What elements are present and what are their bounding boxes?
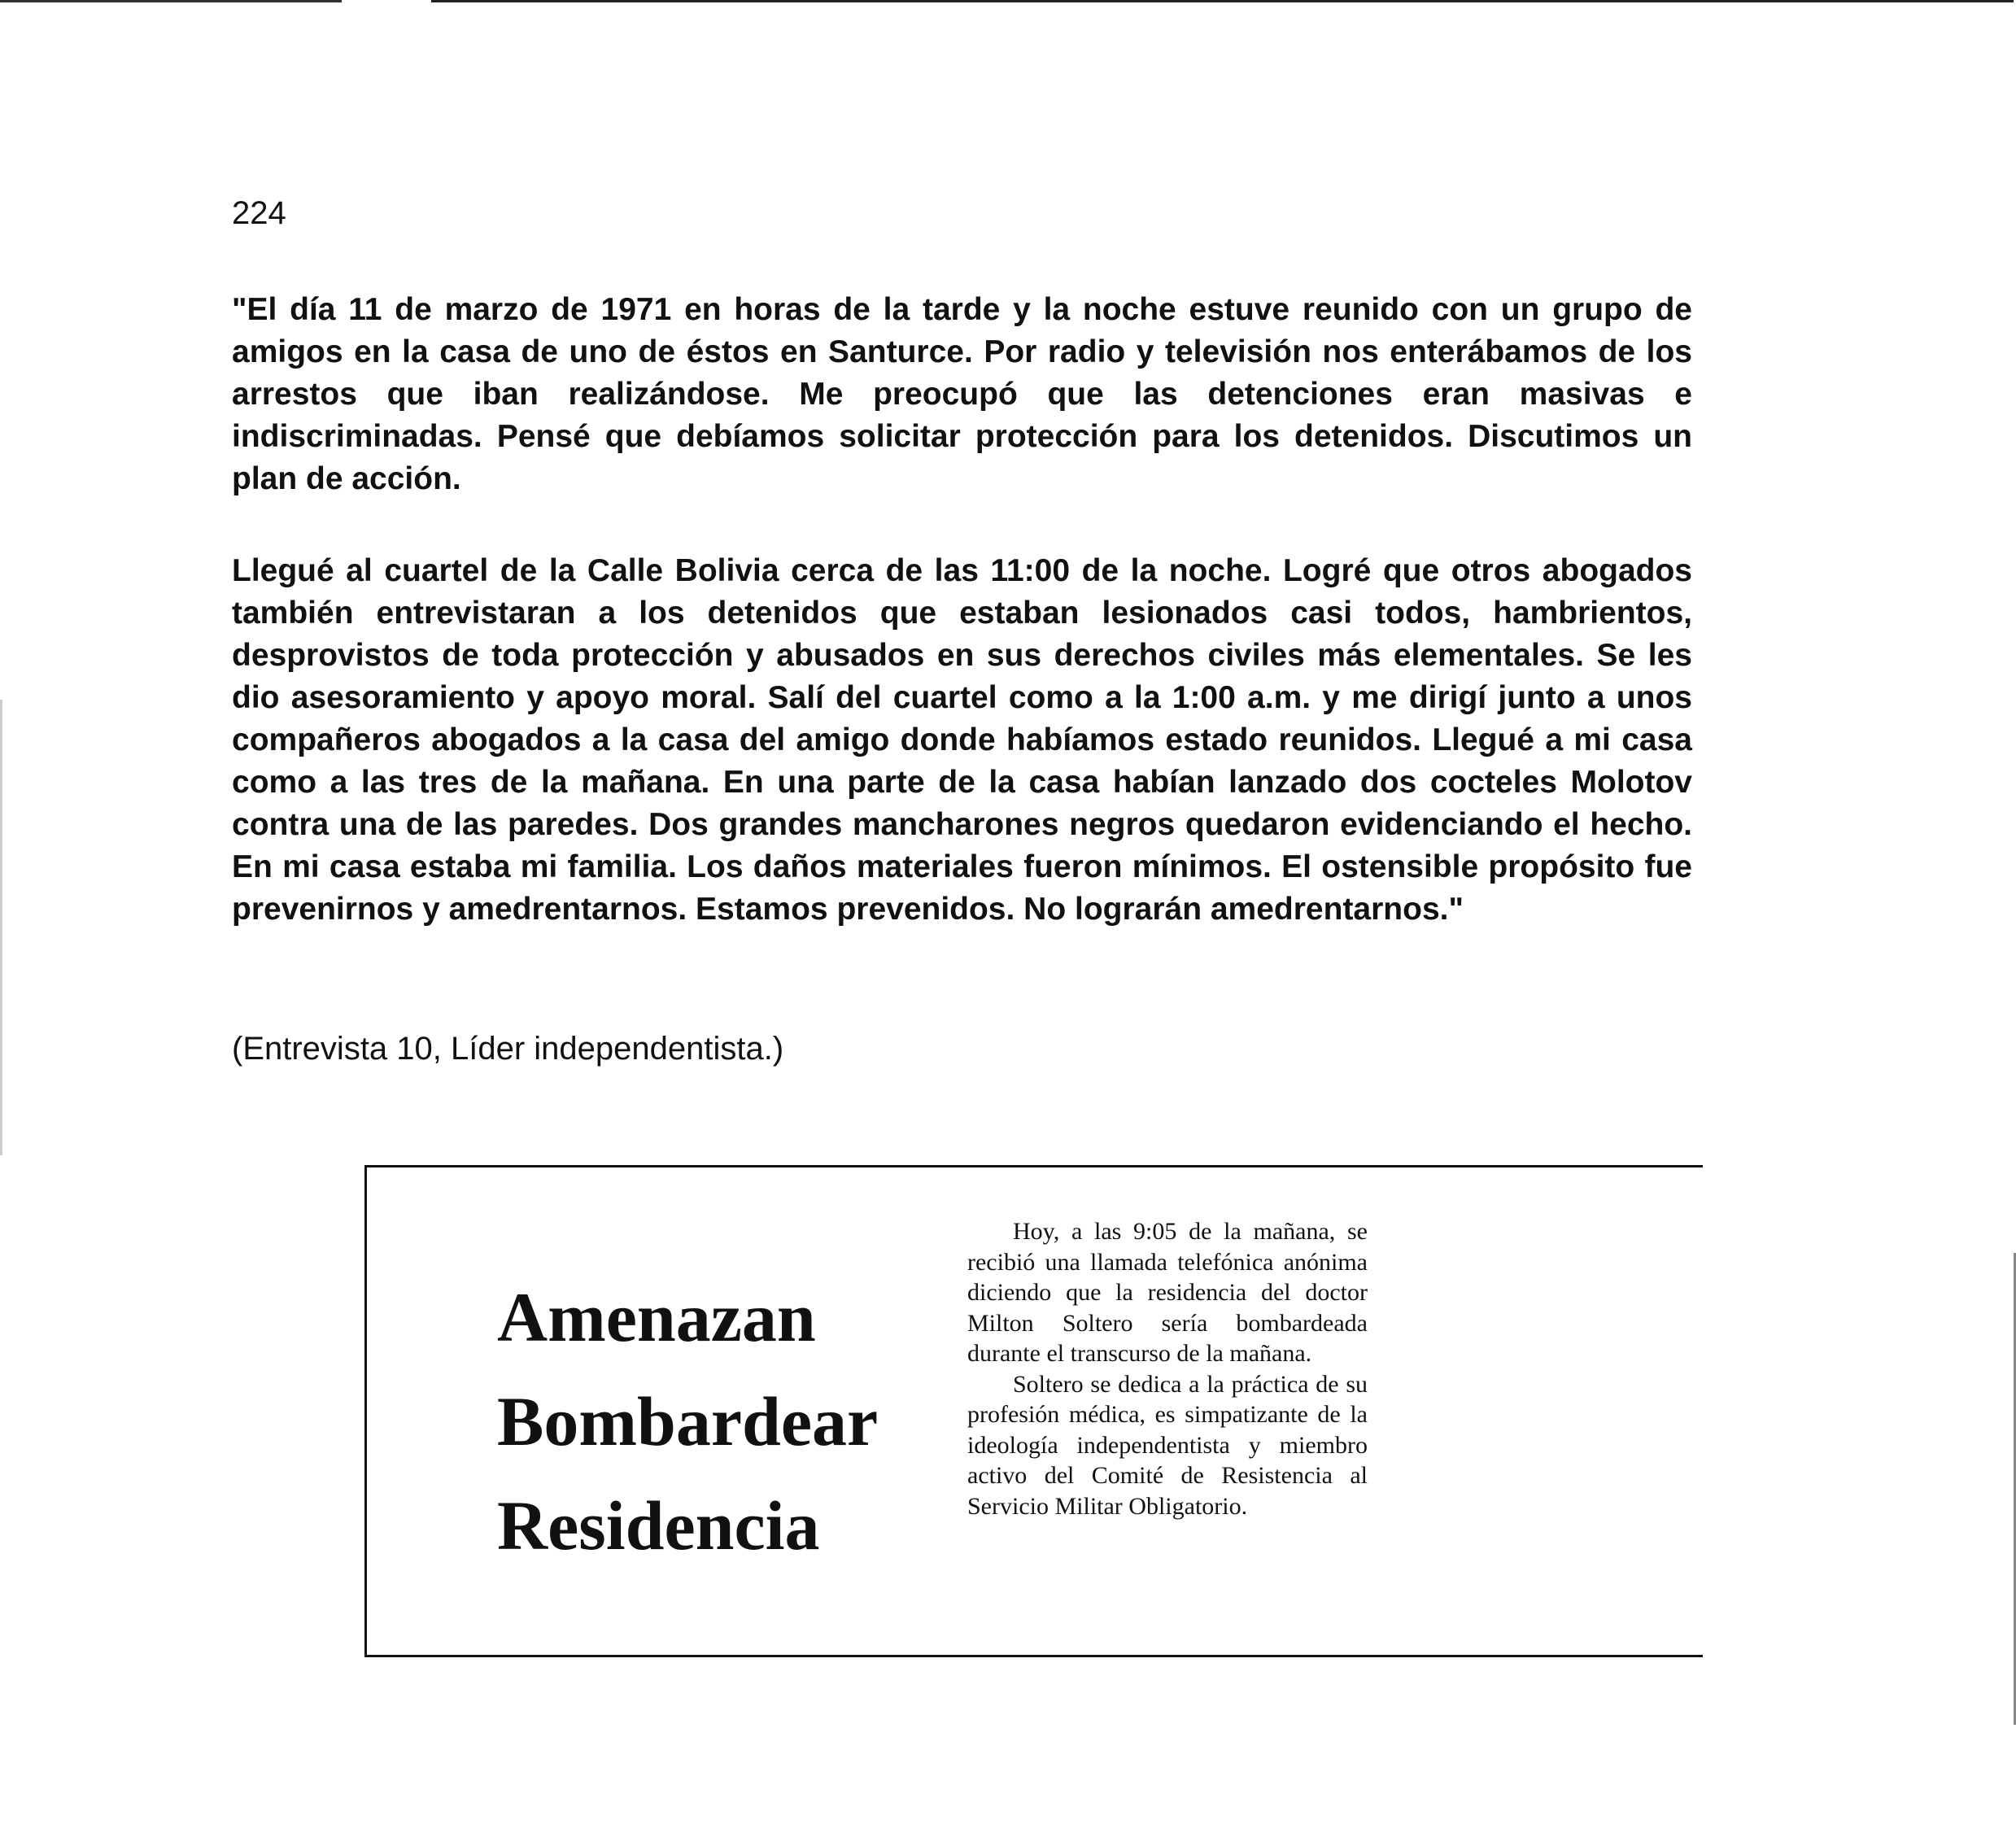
testimony-paragraph-1 bbox=[232, 289, 1692, 500]
clipping-paragraph-1: Hoy, a las 9:05 de la mañana, se recibió una llamada telefónica anónima diciendo que la residencia del doctor Milton Soltero sería bombardeada durante el transcurso de la mañana. bbox=[967, 1218, 1368, 1367]
headline-line-1: Amenazan bbox=[497, 1278, 816, 1356]
headline-line-2: Bombardear bbox=[497, 1382, 879, 1460]
testimony-citation: (Entrevista 10, Líder independentista.) bbox=[232, 1031, 784, 1067]
scan-edge-left bbox=[0, 700, 2, 1155]
page-number: 224 bbox=[232, 195, 286, 231]
top-border-line bbox=[431, 0, 2014, 2]
top-border-line-left bbox=[0, 0, 342, 2]
clipping-article bbox=[967, 1216, 1368, 1521]
testimony-paragraph-2 bbox=[232, 550, 1692, 931]
testimony-paragraph-1-text: "El día 11 de marzo de 1971 en horas de la tarde y la noche estuve reunido con un grupo de amigos en la casa de uno de éstos en Santurce. Por radio y televisión nos enterábamos de los arrestos que iban realizándose. Me preocupó que las detenciones eran masivas e indiscriminadas. Pensé que debíamos solicitar protección para los detenidos. Discutimos un plan de acción. bbox=[232, 292, 1692, 496]
testimony-paragraph-2-text: Llegué al cuartel de la Calle Bolivia cerca de las 11:00 de la noche. Logré que otros abogados también entrevistaran a los detenidos que estaban lesionados casi todos, hambrientos, desprovistos de toda protección y abusados en sus derechos civiles más elementales. Se les dio asesoramiento y apoyo moral. Salí del cuartel como a la 1:00 a.m. y me dirigí junto a unos compañeros abogados a la casa del amigo donde habíamos estado reunidos. Llegué a mi casa como a las tres de la mañana. En una parte de la casa habían lanzado dos cocteles Molotov contra una de las paredes. Dos grandes mancharones negros quedaron evidenciando el hecho. En mi casa estaba mi familia. Los daños materiales fueron mínimos. El ostensible propósito fue prevenirnos y amedrentarnos. Estamos prevenidos. No lograrán amedrentarnos." bbox=[232, 553, 1692, 927]
clipping-headline bbox=[497, 1265, 878, 1578]
clipping-paragraph-2: Soltero se dedica a la práctica de su profesión médica, es simpatizante de la ideología independentista y miembro activo del Comité de Resistencia al Servicio Militar Obligatorio. bbox=[967, 1370, 1368, 1520]
newspaper-clipping bbox=[364, 1165, 1703, 1657]
headline-line-3: Residencia bbox=[497, 1486, 820, 1565]
